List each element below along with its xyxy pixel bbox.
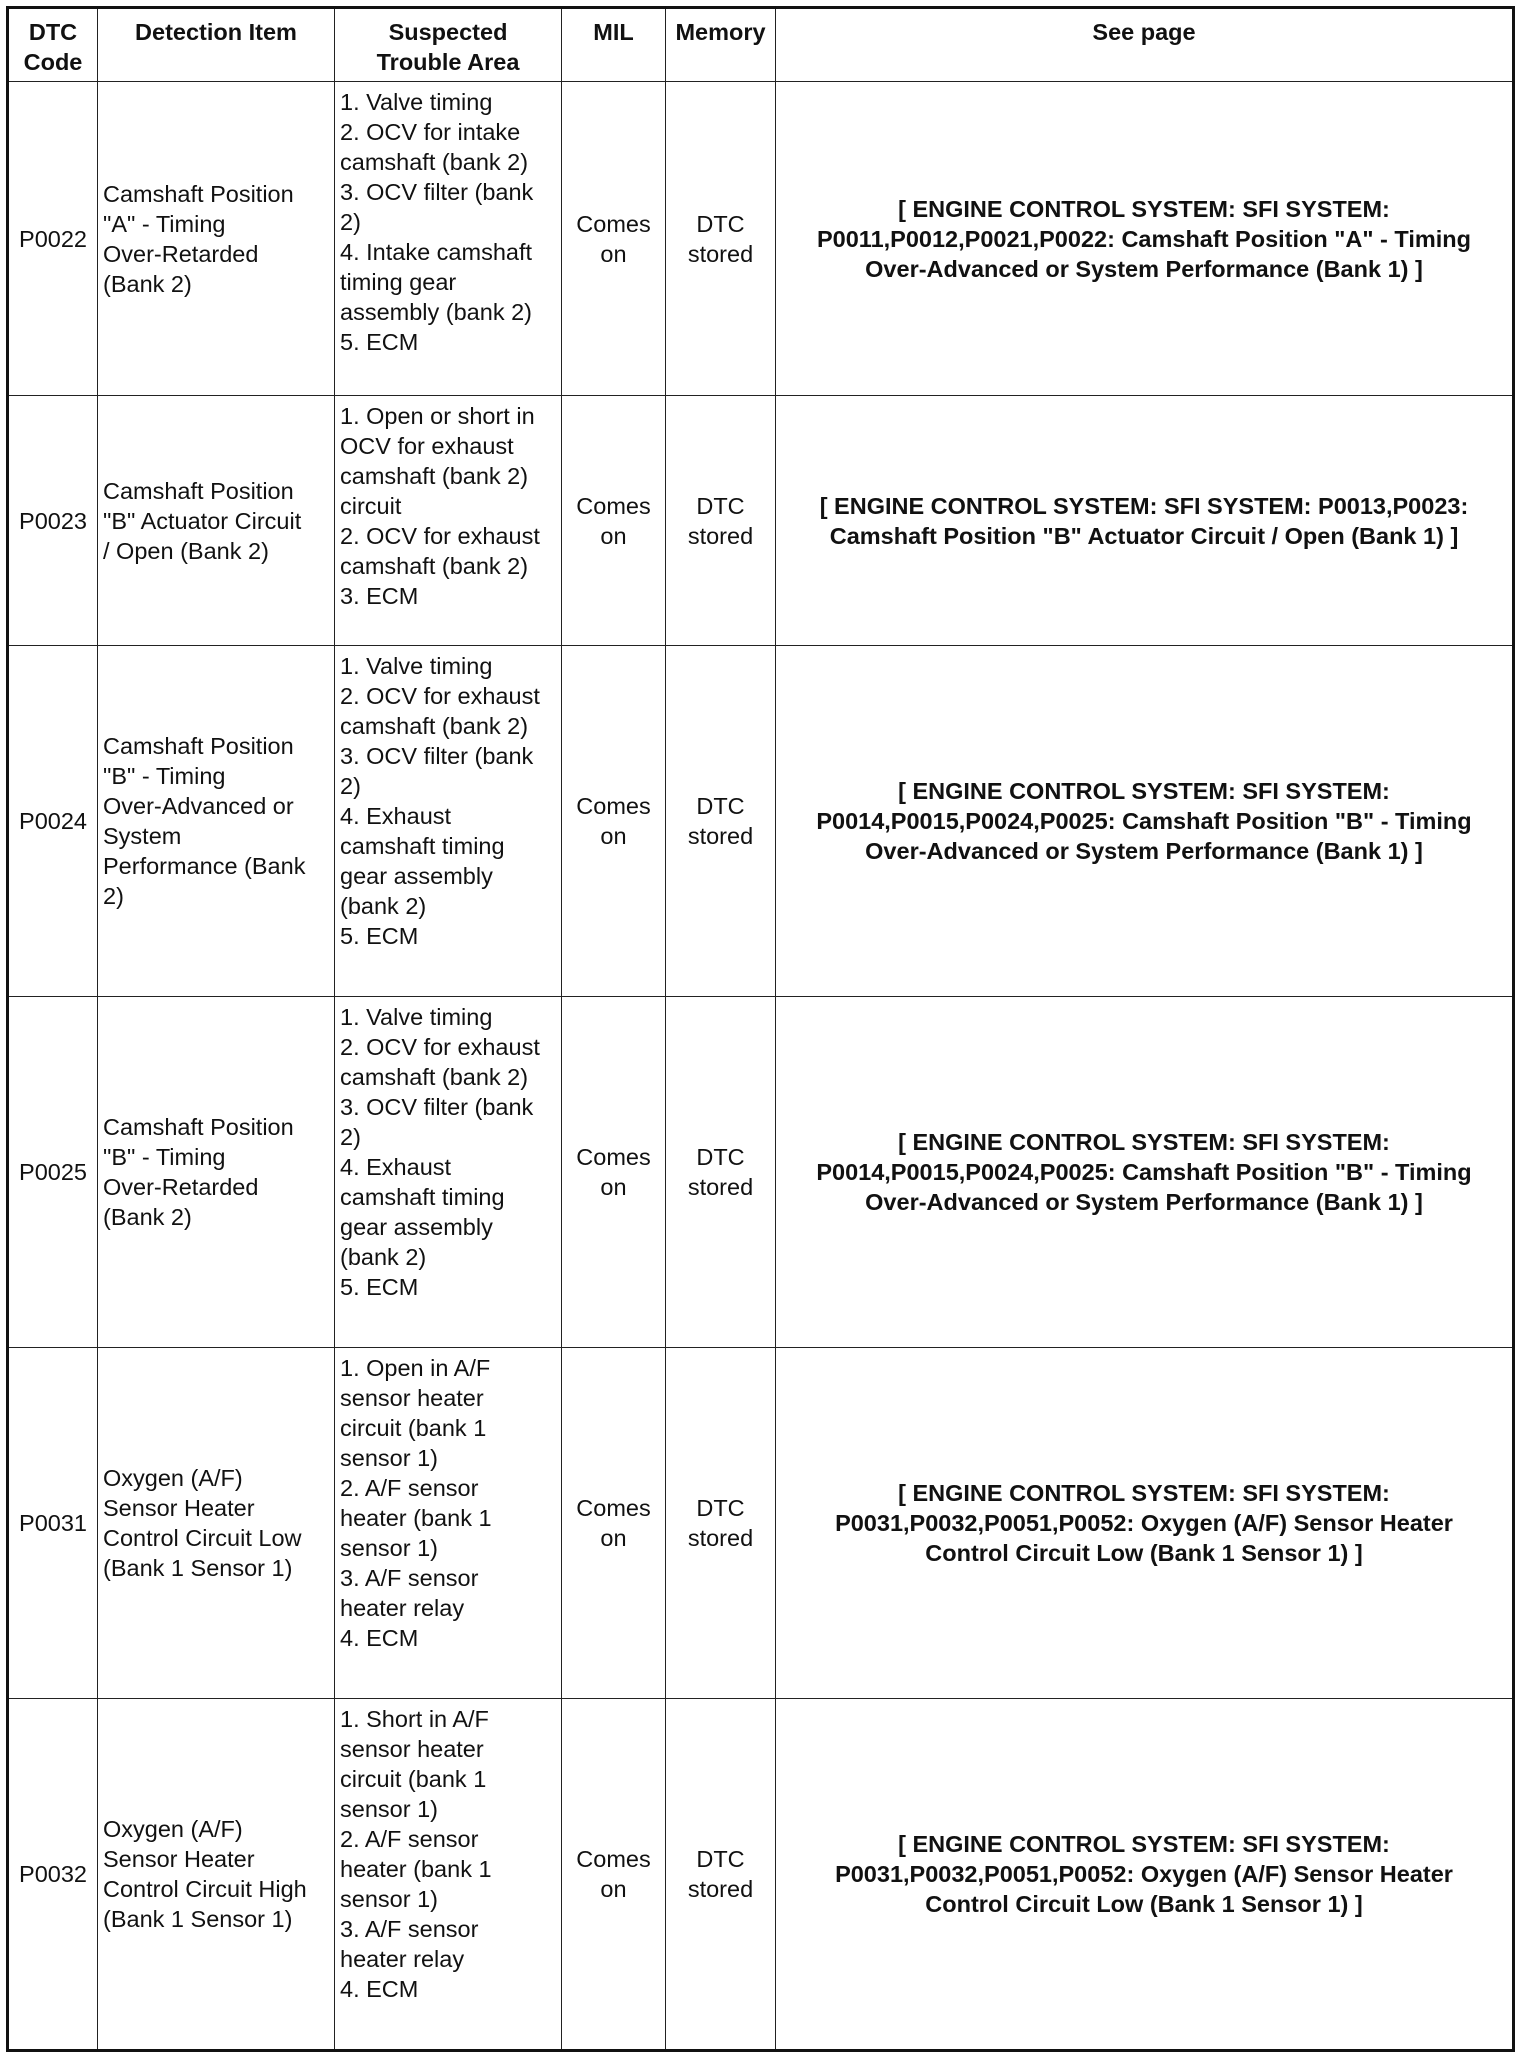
memory-cell (666, 646, 776, 997)
dtc-table-container (6, 6, 1515, 2052)
detection-item-cell (98, 997, 335, 1348)
mil-cell-line: Comes (576, 1846, 651, 1872)
detection-item-cell-line: System (103, 823, 182, 849)
memory-cell-line: stored (687, 1876, 754, 1902)
header-detection-item-label: Detection Item (135, 19, 297, 45)
dtc-code-cell: P0024 (8, 646, 98, 997)
suspected-area-cell-line: camshaft timing (340, 833, 505, 859)
memory-cell (666, 1699, 776, 2051)
dtc-code-cell: P0025 (8, 997, 98, 1348)
mil-cell-line: on (600, 823, 627, 849)
suspected-area-cell-line: 2. OCV for intake (340, 119, 521, 145)
suspected-area-cell (335, 82, 562, 396)
see-page-reference (776, 82, 1514, 396)
detection-item-cell (98, 1348, 335, 1699)
see-page-reference-line: P0031,P0032,P0051,P0052: Oxygen (A/F) Sensor Heater (835, 1510, 1453, 1536)
memory-cell-line: DTC (696, 492, 745, 519)
suspected-area-cell-line: 1. Open or short in (340, 403, 535, 429)
table-row (8, 1348, 1514, 1699)
suspected-area-cell-line: camshaft (bank 2) (340, 149, 529, 175)
header-mil-label: MIL (593, 19, 634, 45)
suspected-area-cell-line: 4. Exhaust (340, 1154, 452, 1180)
memory-cell-line: DTC (696, 1495, 745, 1521)
memory-cell-line: DTC (696, 1846, 745, 1872)
suspected-area-cell-line: assembly (bank 2) (340, 299, 532, 325)
detection-item-cell-line: Sensor Heater (103, 1846, 255, 1872)
suspected-area-cell-line: circuit (340, 493, 402, 519)
mil-cell (562, 1699, 666, 2051)
see-page-reference-line: Camshaft Position "B" Actuator Circuit / Open (Bank 1) ] (829, 522, 1459, 549)
dtc-code-cell: P0023 (8, 396, 98, 646)
suspected-area-cell-line: heater relay (340, 1946, 465, 1972)
mil-cell-line: on (600, 240, 627, 267)
mil-cell (562, 82, 666, 396)
suspected-area-cell-line: 1. Valve timing (340, 1004, 493, 1030)
suspected-area-cell-line: circuit (bank 1 (340, 1766, 487, 1792)
see-page-reference-line: P0014,P0015,P0024,P0025: Camshaft Position "B" - Timing (816, 808, 1472, 834)
mil-cell (562, 646, 666, 997)
suspected-area-cell-line: 5. ECM (340, 329, 419, 355)
suspected-area-cell-line: sensor 1) (340, 1886, 438, 1912)
see-page-reference-line: Control Circuit Low (Bank 1 Sensor 1) ] (925, 1891, 1363, 1917)
header-suspected-line1: Suspected (388, 19, 508, 45)
suspected-area-cell-line: 3. OCV filter (bank (340, 743, 534, 769)
detection-item-cell-line: Over-Retarded (103, 1174, 259, 1200)
header-suspected-trouble-area (335, 8, 562, 82)
detection-item-cell-line: Camshaft Position (103, 477, 294, 504)
see-page-reference-line: P0011,P0012,P0021,P0022: Camshaft Position "A" - Timing (816, 225, 1472, 252)
suspected-area-cell-line: (bank 2) (340, 1244, 427, 1270)
suspected-area-cell-line: 1. Valve timing (340, 653, 493, 679)
table-row (8, 646, 1514, 997)
see-page-reference-line: P0014,P0015,P0024,P0025: Camshaft Position "B" - Timing (816, 1159, 1472, 1185)
suspected-area-cell-line: 2) (340, 1124, 361, 1150)
suspected-area-cell-line: camshaft timing (340, 1184, 505, 1210)
header-dtc-code (8, 8, 98, 82)
header-suspected-line2: Trouble Area (376, 49, 520, 75)
suspected-area-cell-line: 2. A/F sensor (340, 1475, 479, 1501)
see-page-reference-line: Control Circuit Low (Bank 1 Sensor 1) ] (925, 1540, 1363, 1566)
suspected-area-cell-line: 2. OCV for exhaust (340, 523, 540, 549)
see-page-reference (776, 997, 1514, 1348)
memory-cell-line: stored (687, 522, 754, 549)
header-see-page (776, 8, 1514, 82)
suspected-area-cell-line: gear assembly (340, 863, 493, 889)
suspected-area-cell (335, 1348, 562, 1699)
suspected-area-cell-line: heater relay (340, 1595, 465, 1621)
suspected-area-cell-line: camshaft (bank 2) (340, 1064, 529, 1090)
memory-cell-line: stored (687, 1525, 754, 1551)
suspected-area-cell-line: 4. Intake camshaft (340, 239, 533, 265)
header-dtc-code-line2: Code (23, 49, 83, 75)
memory-cell-line: stored (687, 1174, 754, 1200)
suspected-area-cell-line: gear assembly (340, 1214, 493, 1240)
memory-cell (666, 997, 776, 1348)
see-page-reference-line: Over-Advanced or System Performance (Bank 1) ] (865, 1189, 1423, 1215)
table-row (8, 997, 1514, 1348)
dtc-code-cell: P0022 (8, 82, 98, 396)
detection-item-cell-line: "A" - Timing (103, 210, 226, 237)
mil-cell (562, 1348, 666, 1699)
detection-item-cell (98, 396, 335, 646)
suspected-area-cell-line: camshaft (bank 2) (340, 553, 529, 579)
mil-cell-line: Comes (576, 793, 651, 819)
see-page-reference-line: P0031,P0032,P0051,P0052: Oxygen (A/F) Sensor Heater (835, 1861, 1453, 1887)
header-dtc-code-line1: DTC (28, 19, 78, 45)
mil-cell-line: Comes (576, 210, 651, 237)
suspected-area-cell (335, 646, 562, 997)
see-page-reference-line: [ ENGINE CONTROL SYSTEM: SFI SYSTEM: (898, 195, 1390, 222)
see-page-reference (776, 1699, 1514, 2051)
see-page-reference-line: [ ENGINE CONTROL SYSTEM: SFI SYSTEM: (898, 778, 1390, 804)
header-mil (562, 8, 666, 82)
detection-item-cell-line: Camshaft Position (103, 1114, 294, 1140)
suspected-area-cell-line: timing gear (340, 269, 457, 295)
detection-item-cell-line: Control Circuit Low (103, 1525, 302, 1551)
detection-item-cell-line: Performance (Bank (103, 853, 306, 879)
suspected-area-cell-line: 4. ECM (340, 1625, 419, 1651)
suspected-area-cell-line: (bank 2) (340, 893, 427, 919)
table-row (8, 396, 1514, 646)
detection-item-cell-line: "B" Actuator Circuit (103, 507, 302, 534)
suspected-area-cell (335, 396, 562, 646)
suspected-area-cell (335, 997, 562, 1348)
suspected-area-cell-line: sensor heater (340, 1385, 484, 1411)
mil-cell-line: on (600, 1876, 627, 1902)
mil-cell-line: Comes (576, 1495, 651, 1521)
suspected-area-cell-line: 2) (340, 209, 361, 235)
memory-cell-line: DTC (696, 210, 745, 237)
table-row (8, 82, 1514, 396)
suspected-area-cell-line: 2. A/F sensor (340, 1826, 479, 1852)
suspected-area-cell-line: 1. Open in A/F (340, 1355, 491, 1381)
memory-cell-line: stored (687, 823, 754, 849)
detection-item-cell-line: 2) (103, 883, 124, 909)
header-see-page-label: See page (1092, 19, 1196, 45)
detection-item-cell-line: (Bank 1 Sensor 1) (103, 1906, 293, 1932)
table-row (8, 1699, 1514, 2051)
suspected-area-cell-line: heater (bank 1 (340, 1505, 492, 1531)
suspected-area-cell-line: 3. OCV filter (bank (340, 1094, 534, 1120)
suspected-area-cell-line: 4. ECM (340, 1976, 419, 2002)
detection-item-cell (98, 1699, 335, 2051)
detection-item-cell-line: Over-Retarded (103, 240, 259, 267)
header-row (8, 8, 1514, 82)
detection-item-cell (98, 646, 335, 997)
mil-cell-line: Comes (576, 1144, 651, 1170)
detection-item-cell (98, 82, 335, 396)
suspected-area-cell-line: 5. ECM (340, 1274, 419, 1300)
memory-cell (666, 82, 776, 396)
suspected-area-cell-line: 1. Valve timing (340, 89, 493, 115)
detection-item-cell-line: "B" - Timing (103, 1144, 226, 1170)
suspected-area-cell-line: 1. Short in A/F (340, 1706, 489, 1732)
detection-item-cell-line: Sensor Heater (103, 1495, 255, 1521)
suspected-area-cell-line: 4. Exhaust (340, 803, 452, 829)
suspected-area-cell-line: 3. A/F sensor (340, 1916, 479, 1942)
memory-cell-line: stored (687, 240, 754, 267)
mil-cell-line: on (600, 522, 627, 549)
detection-item-cell-line: Oxygen (A/F) (103, 1816, 243, 1842)
suspected-area-cell-line: sensor 1) (340, 1535, 438, 1561)
memory-cell-line: DTC (696, 1144, 745, 1170)
detection-item-cell-line: / Open (Bank 2) (103, 537, 269, 564)
see-page-reference (776, 1348, 1514, 1699)
detection-item-cell-line: Camshaft Position (103, 180, 294, 207)
dtc-code-cell: P0031 (8, 1348, 98, 1699)
suspected-area-cell-line: 3. A/F sensor (340, 1565, 479, 1591)
memory-cell-line: DTC (696, 793, 745, 819)
see-page-reference (776, 396, 1514, 646)
detection-item-cell-line: Control Circuit High (103, 1876, 307, 1902)
memory-cell (666, 396, 776, 646)
suspected-area-cell-line: camshaft (bank 2) (340, 463, 529, 489)
see-page-reference-line: Over-Advanced or System Performance (Bank 1) ] (865, 838, 1423, 864)
suspected-area-cell-line: 5. ECM (340, 923, 419, 949)
suspected-area-cell-line: 2) (340, 773, 361, 799)
suspected-area-cell-line: OCV for exhaust (340, 433, 514, 459)
mil-cell-line: on (600, 1174, 627, 1200)
detection-item-cell-line: (Bank 1 Sensor 1) (103, 1555, 293, 1581)
see-page-reference-line: [ ENGINE CONTROL SYSTEM: SFI SYSTEM: (898, 1480, 1390, 1506)
suspected-area-cell-line: 2. OCV for exhaust (340, 1034, 540, 1060)
suspected-area-cell (335, 1699, 562, 2051)
mil-cell (562, 997, 666, 1348)
suspected-area-cell-line: sensor heater (340, 1736, 484, 1762)
suspected-area-cell-line: sensor 1) (340, 1445, 438, 1471)
header-memory (666, 8, 776, 82)
header-memory-label: Memory (675, 19, 766, 45)
suspected-area-cell-line: 2. OCV for exhaust (340, 683, 540, 709)
header-detection-item (98, 8, 335, 82)
dtc-table-body (8, 82, 1514, 2051)
detection-item-cell-line: (Bank 2) (103, 1204, 192, 1230)
suspected-area-cell-line: heater (bank 1 (340, 1856, 492, 1882)
dtc-code-cell: P0032 (8, 1699, 98, 2051)
detection-item-cell-line: Camshaft Position (103, 733, 294, 759)
suspected-area-cell-line: camshaft (bank 2) (340, 713, 529, 739)
mil-cell-line: Comes (576, 492, 651, 519)
suspected-area-cell-line: sensor 1) (340, 1796, 438, 1822)
see-page-reference-line: Over-Advanced or System Performance (Bank 1) ] (865, 255, 1423, 282)
suspected-area-cell-line: circuit (bank 1 (340, 1415, 487, 1441)
see-page-reference-line: [ ENGINE CONTROL SYSTEM: SFI SYSTEM: (898, 1129, 1390, 1155)
dtc-table (6, 6, 1515, 2052)
detection-item-cell-line: Oxygen (A/F) (103, 1465, 243, 1491)
see-page-reference-line: [ ENGINE CONTROL SYSTEM: SFI SYSTEM: P0013,P0023: (819, 492, 1469, 519)
see-page-reference (776, 646, 1514, 997)
detection-item-cell-line: "B" - Timing (103, 763, 226, 789)
see-page-reference-line: [ ENGINE CONTROL SYSTEM: SFI SYSTEM: (898, 1831, 1390, 1857)
mil-cell-line: on (600, 1525, 627, 1551)
suspected-area-cell-line: 3. OCV filter (bank (340, 179, 534, 205)
detection-item-cell-line: Over-Advanced or (103, 793, 294, 819)
mil-cell (562, 396, 666, 646)
detection-item-cell-line: (Bank 2) (103, 270, 192, 297)
memory-cell (666, 1348, 776, 1699)
suspected-area-cell-line: 3. ECM (340, 583, 419, 609)
